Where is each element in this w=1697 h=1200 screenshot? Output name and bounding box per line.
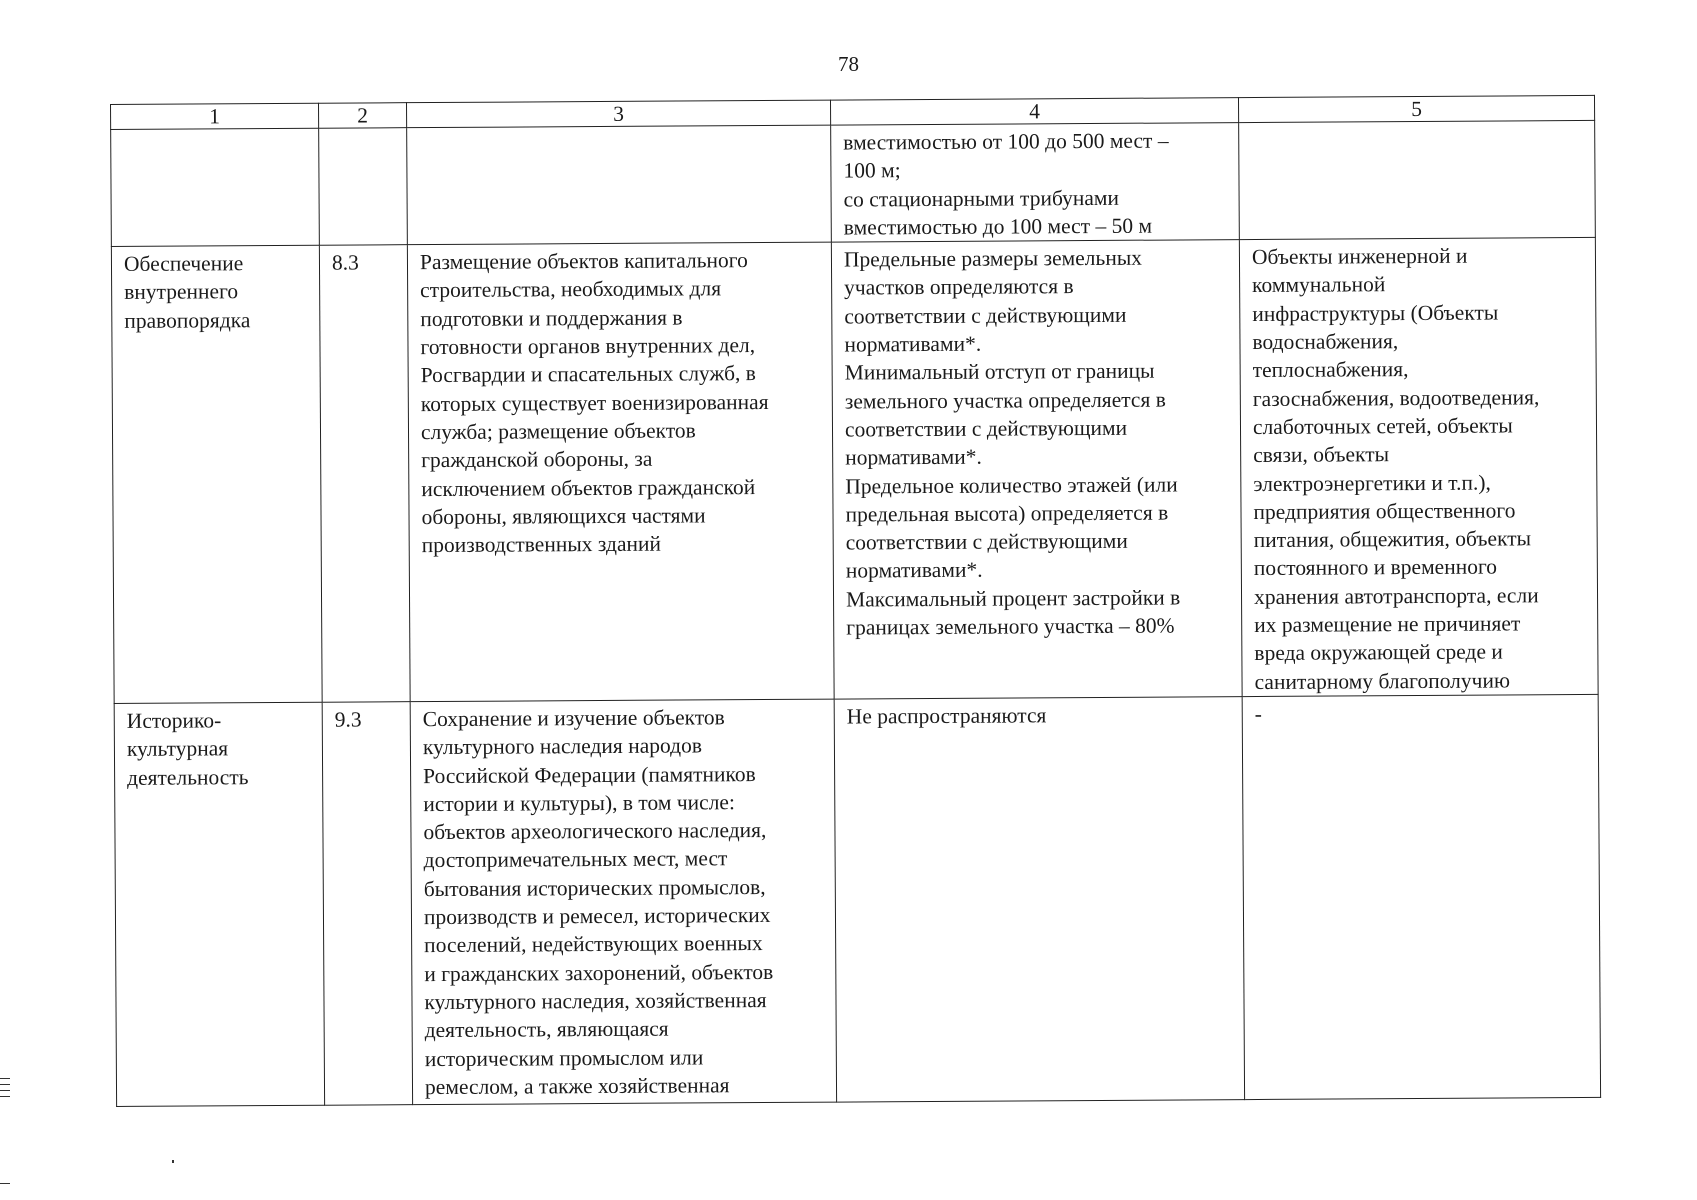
header-col-3: 3 xyxy=(406,100,830,128)
use-description-cell: Размещение объектов капитального строительства, необходимых для подготовки и поддержания в готовности органов внутренних дел, Росгвардии и спасательных служб, в которых существует военизированная служба; размещение объектов гражданской обороны, за исключением объектов гражданской обороны, являющихся частями производственных зданий xyxy=(407,242,834,701)
page-number: 78 xyxy=(838,52,859,76)
use-name-cell: Обеспечение внутреннего правопорядка xyxy=(111,245,322,703)
use-code-cell: 9.3 xyxy=(322,702,412,1106)
continuation-col-5 xyxy=(1239,120,1596,239)
scan-speck xyxy=(172,1160,174,1163)
continuation-row xyxy=(111,120,1596,246)
continuation-col-2 xyxy=(319,128,408,246)
scan-margin-mark xyxy=(0,1078,10,1079)
table-row xyxy=(111,238,1598,704)
use-auxiliary-cell: Объекты инженерной и коммунальной инфраструктуры (Объекты водоснабжения, теплоснабжения, газоснабжения, водоотведения, слаботочных сетей, объекты связи, объекты электроэнергетики и т.п.), предприятия общественного питания, общежития, объекты постоянного и временного хранения автотранспорта, если их размещение не причиняет вреда окружающей среде и санитарному благополучию xyxy=(1239,238,1598,697)
scan-margin-mark xyxy=(0,1183,10,1184)
use-code-cell: 8.3 xyxy=(319,245,410,702)
continuation-col-3 xyxy=(407,125,832,245)
scan-margin-mark xyxy=(0,1096,10,1097)
continuation-col-4: вместимостью от 100 до 500 мест – 100 м; со стационарными трибунами вместимостью до 100 мест – 50 м xyxy=(831,123,1240,243)
use-description-cell: Сохранение и изучение объектов культурного наследия народов Российской Федерации (памятников истории и культуры), в том числе: объектов археологического наследия, достопримечательных мест, мест бытования исторических промыслов, производств и ремесел, исторических поселений, недействующих военных и гражданских захоронений, объектов культурного наследия, хозяйственная деятельность, являющаяся историческим промыслом или ремеслом, а также хозяйственная xyxy=(410,699,836,1105)
header-col-1: 1 xyxy=(111,103,319,129)
header-col-2: 2 xyxy=(318,103,406,129)
use-parameters-cell: Не распространяются xyxy=(834,697,1244,1102)
use-auxiliary-cell: - xyxy=(1242,694,1600,1099)
table-row xyxy=(114,694,1600,1106)
use-name-cell: Историко- культурная деятельность xyxy=(114,702,324,1106)
land-use-table xyxy=(110,95,1601,1107)
header-col-5: 5 xyxy=(1238,95,1594,122)
scan-margin-mark xyxy=(0,1090,10,1091)
continuation-col-1 xyxy=(111,128,320,246)
use-parameters-cell: Предельные размеры земельных участков определяются в соответствии с действующими нормативами*. Минимальный отступ от границы земельного участка определяется в соответствии с действующими нормативами*. Предельное количество этажей (или предельная высота) определяется в соответствии с действующими нормативами*. Максимальный процент застройки в границах земельного участка – 80% xyxy=(831,240,1242,699)
header-col-4: 4 xyxy=(830,98,1238,125)
scan-margin-mark xyxy=(0,1084,10,1085)
